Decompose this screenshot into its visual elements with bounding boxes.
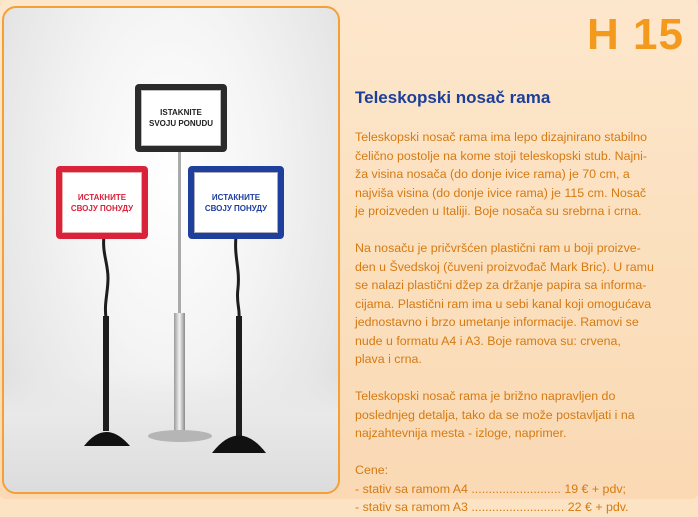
center-stand-rod: [178, 148, 181, 318]
paragraph: Teleskopski nosač rama ima lepo dizajnirano stabilno čelično postolje na kome stoji teleskopski stub. Najni- ža visina nosača (do donje ivice rama) je 70 cm, a najviša visina (do donje ivice rama) je 115 cm. Nosač je proizveden u Italiji. Boje nosača su srebrna i crna.: [355, 130, 648, 218]
paragraph: Na nosaču je pričvršćen plastični ram u boji proizve- den u Švedskoj (čuveni proizvođač Mark Bric). U ramu se nalazi plastični džep za držanje papira sa informa- cijama. Plastični ram ima u sebi kanal koji omogućava jednostavno i brzo umetanje informacije. Ramovi se nude u formatu A4 i A3. Boje ramova su: crvena, plava i crna.: [355, 241, 654, 366]
left-stand-base: [84, 432, 130, 446]
sign-line: ISTAKNITE: [160, 108, 202, 117]
blue-frame-sign: [188, 166, 284, 239]
product-photo: [2, 6, 340, 494]
sign-line: SVOJU PONUDU: [148, 119, 213, 128]
price-list: [355, 461, 675, 517]
center-stand-pole: [174, 313, 185, 433]
price-line-a4: - stativ sa ramom A4 .......................... 19 € + pdv;: [355, 481, 626, 496]
price-line-a3: - stativ sa ramom A3 ........................... 22 € + pdv.: [355, 500, 629, 514]
stand-illustration: [4, 8, 340, 494]
left-stand-gooseneck: [104, 236, 108, 318]
left-stand-pole: [103, 316, 109, 431]
red-frame-sign: [56, 166, 148, 239]
sign-line: СВОЈУ ПОНУДУ: [204, 203, 268, 213]
page-title: Teleskopski nosač rama: [355, 88, 551, 107]
sign-line: ИСТАКНИТЕ: [211, 192, 261, 202]
sign-line: ИСТАКНИТЕ: [77, 192, 127, 202]
paragraph: Teleskopski nosač rama je brižno napravljen do poslednjeg detalja, tako da se može postavljati i na najzahtevnija mesta - izloge, naprimer.: [355, 389, 635, 440]
product-code: H 15: [587, 10, 684, 59]
description: [355, 128, 675, 517]
right-stand-base: [212, 436, 266, 454]
center-stand-base: [148, 430, 212, 442]
price-heading: Cene:: [355, 463, 389, 477]
black-frame-sign: [135, 84, 227, 152]
right-stand-gooseneck: [236, 236, 240, 318]
right-stand-pole: [236, 316, 242, 436]
sign-line: СВОЈУ ПОНУДУ: [70, 203, 134, 213]
